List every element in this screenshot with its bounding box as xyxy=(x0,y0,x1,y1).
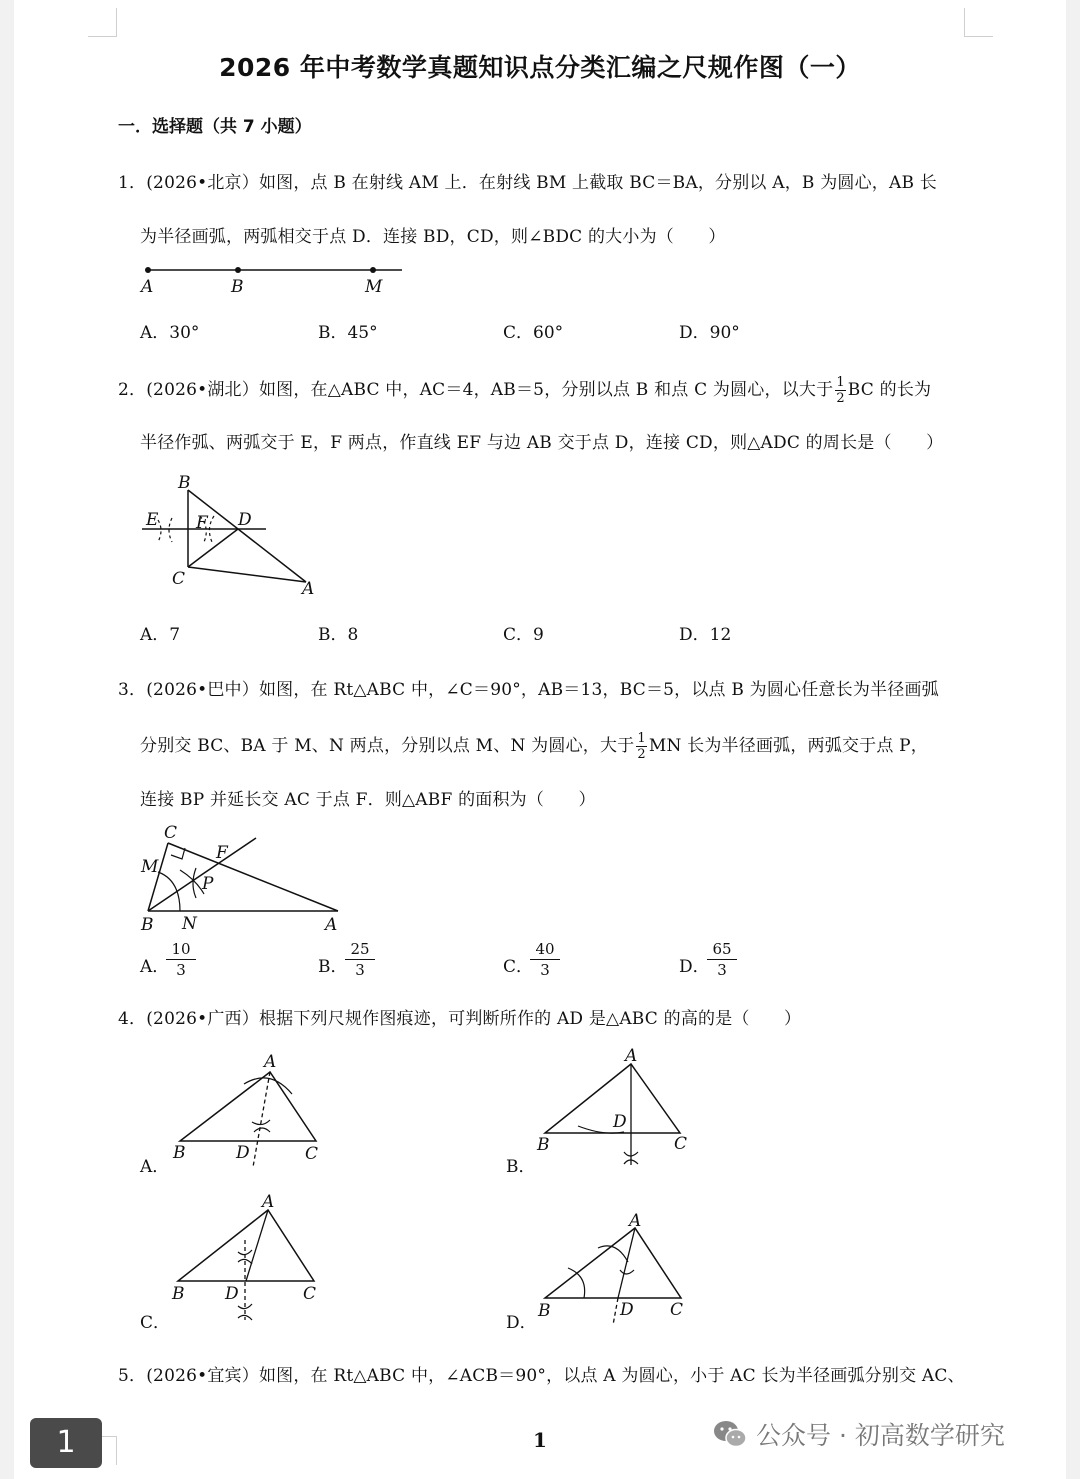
q1-label-a: A xyxy=(141,277,154,297)
q3-label-c: C xyxy=(164,823,178,843)
q1-line-2: 为半径画弧，两弧相交于点 D．连接 BD，CD，则∠BDC 的大小为（ ） xyxy=(140,227,726,247)
q3-option-a-den: 3 xyxy=(176,961,186,979)
q2-option-b[interactable]: B．8 xyxy=(318,625,359,645)
q4-option-d[interactable]: D． xyxy=(506,1313,537,1333)
q4-line-1: 4．(2026•广西）根据下列尺规作图痕迹，可判断所作的 AD 是△ABC 的高的是（ ） xyxy=(118,1009,802,1029)
q4-option-b[interactable]: B． xyxy=(506,1157,536,1177)
q3-fraction-num: 1 xyxy=(637,731,646,746)
q4a-label-b: B xyxy=(173,1143,186,1163)
q4-figure-d xyxy=(537,1211,683,1325)
q3-option-c-num: 40 xyxy=(530,942,560,960)
q3-option-c-den: 3 xyxy=(540,961,550,979)
q4c-label-c: C xyxy=(303,1284,317,1304)
q4a-label-d: D xyxy=(236,1143,250,1163)
q3-fraction-den: 2 xyxy=(637,747,646,762)
q2-option-a[interactable]: A．7 xyxy=(140,625,181,645)
q4c-label-d: D xyxy=(225,1284,239,1304)
q3-line-1: 3．(2026•巴中）如图，在 Rt△ABC 中，∠C＝90°，AB＝13，BC＝5，以点 B 为圆心任意长为半径画弧 xyxy=(118,680,939,700)
q4-figure-b xyxy=(536,1046,687,1165)
q2-label-c: C xyxy=(172,569,186,589)
q4a-label-c: C xyxy=(305,1144,319,1164)
q3-label-p: P xyxy=(202,874,214,894)
q3-line-2-pre: 分别交 BC、BA 于 M、N 两点，分别以点 M、N 为圆心，大于 xyxy=(140,736,635,756)
q2-option-c[interactable]: C．9 xyxy=(503,625,544,645)
q2-fraction-num: 1 xyxy=(836,375,845,390)
q4b-label-c: C xyxy=(674,1134,688,1154)
q3-option-b-den: 3 xyxy=(355,961,365,979)
q2-fraction-den: 2 xyxy=(836,391,845,406)
q1-option-d[interactable]: D．90° xyxy=(679,323,740,343)
document-title: 2026 年中考数学真题知识点分类汇编之尺规作图（一） xyxy=(219,53,861,82)
q1-option-b[interactable]: B．45° xyxy=(318,323,378,343)
q2-label-a: A xyxy=(302,579,315,599)
q4-figure-c xyxy=(171,1192,316,1320)
q3-option-a-num: 10 xyxy=(166,942,196,960)
q4a-label-a: A xyxy=(264,1052,277,1072)
q4d-label-b: B xyxy=(538,1301,551,1321)
q4d-label-c: C xyxy=(670,1300,684,1320)
q4c-label-b: B xyxy=(172,1284,185,1304)
wechat-icon xyxy=(712,1419,748,1449)
q4d-label-a: A xyxy=(629,1211,642,1231)
q4-option-a[interactable]: A． xyxy=(140,1157,170,1177)
q4b-label-d: D xyxy=(613,1112,627,1132)
q3-option-d-den: 3 xyxy=(717,961,727,979)
q1-label-b: B xyxy=(231,277,244,297)
q1-label-m: M xyxy=(365,277,383,297)
q2-line-1-post: BC 的长为 xyxy=(847,380,932,400)
q3-label-a: A xyxy=(325,915,338,935)
q2-label-b: B xyxy=(178,473,191,493)
q4b-label-b: B xyxy=(537,1135,550,1155)
q3-option-c-letter[interactable]: C． xyxy=(503,957,534,977)
q3-option-b-letter[interactable]: B． xyxy=(318,957,348,977)
q3-option-d-num: 65 xyxy=(707,942,737,960)
q2-line-2: 半径作弧、两弧交于 E，F 两点，作直线 EF 与边 AB 交于点 D，连接 CD，则△ADC 的周长是（ ） xyxy=(140,433,944,453)
q4b-label-a: A xyxy=(625,1046,638,1066)
section-heading: 一．选择题（共 7 小题） xyxy=(118,117,312,137)
q1-option-c[interactable]: C．60° xyxy=(503,323,564,343)
q4-figure-a xyxy=(172,1052,318,1167)
q3-label-f: F xyxy=(216,843,228,863)
q3-label-b: B xyxy=(141,915,154,935)
q4d-label-d: D xyxy=(620,1300,634,1320)
q3-option-a-letter[interactable]: A． xyxy=(140,957,170,977)
page-badge[interactable]: 1 xyxy=(30,1418,102,1468)
q1-option-a[interactable]: A．30° xyxy=(140,323,200,343)
q2-label-f: F xyxy=(196,513,208,533)
watermark xyxy=(712,1414,1005,1454)
q2-line-1-pre: 2．(2026•湖北）如图，在△ABC 中，AC＝4，AB＝5，分别以点 B 和点 C 为圆心，以大于 xyxy=(118,380,834,400)
q2-label-e: E xyxy=(146,510,159,530)
q5-line-1: 5．(2026•宜宾）如图，在 Rt△ABC 中，∠ACB＝90°，以点 A 为圆心，小于 AC 长为半径画弧分别交 AC、 xyxy=(118,1366,965,1386)
q3-option-d-letter[interactable]: D． xyxy=(679,957,710,977)
q4-option-c[interactable]: C． xyxy=(140,1313,171,1333)
page-number: 1 xyxy=(533,1428,547,1452)
q1-line-1: 1．(2026•北京）如图，点 B 在射线 AM 上．在射线 BM 上截取 BC＝BA，分别以 A，B 为圆心，AB 长 xyxy=(118,173,937,193)
q2-option-d[interactable]: D．12 xyxy=(679,625,732,645)
watermark-text: 公众号 · 初高数学研究 xyxy=(756,1421,1005,1450)
q3-line-2-post: MN 长为半径画弧，两弧交于点 P， xyxy=(648,736,928,756)
q3-label-n: N xyxy=(182,914,197,934)
q4c-label-a: A xyxy=(262,1192,275,1212)
q3-line-3: 连接 BP 并延长交 AC 于点 F．则△ABF 的面积为（ ） xyxy=(140,790,596,810)
q3-label-m: M xyxy=(141,857,159,877)
q2-label-d: D xyxy=(238,510,252,530)
q3-option-b-num: 25 xyxy=(345,942,375,960)
